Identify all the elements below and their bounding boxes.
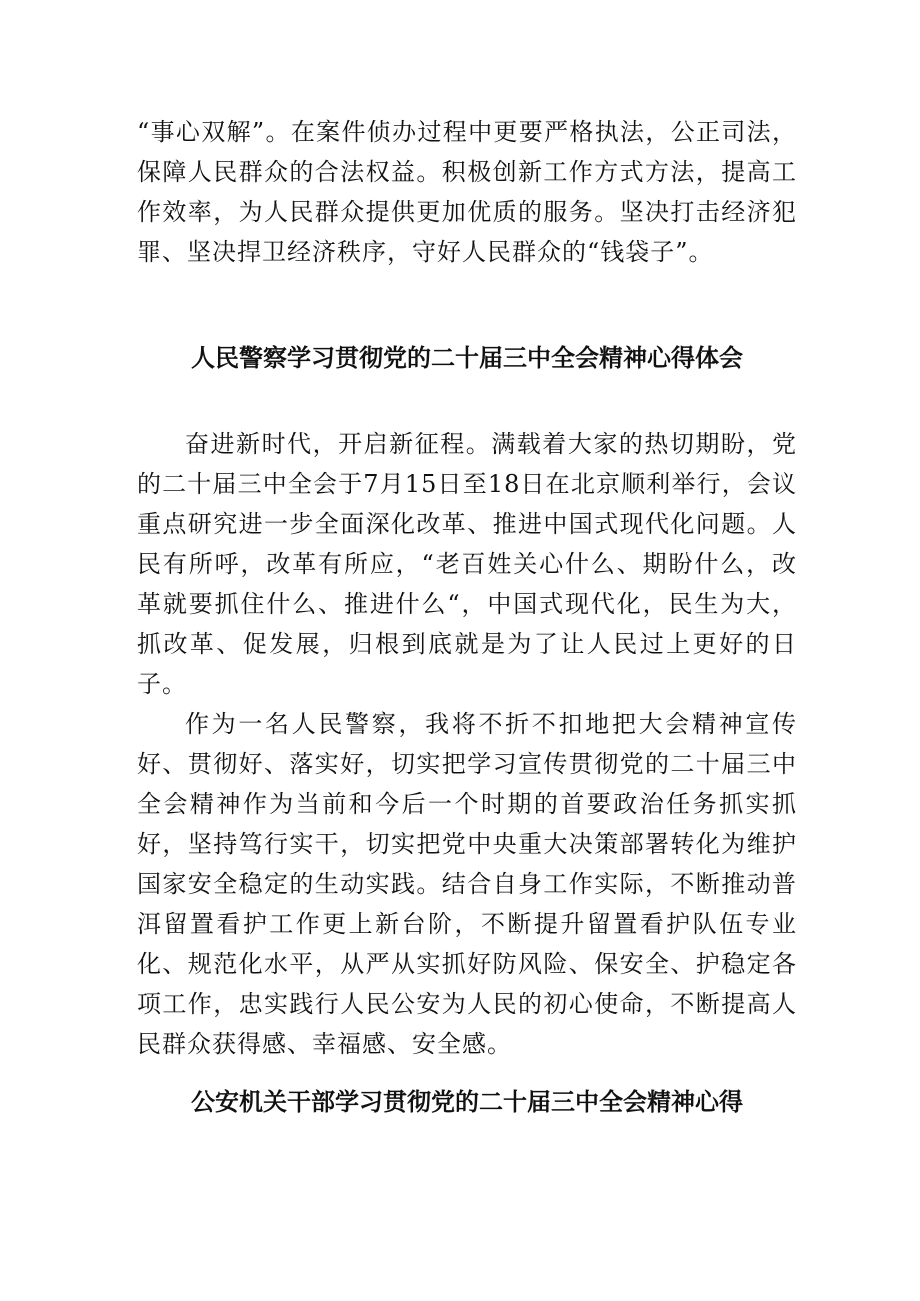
- body-paragraph-1: 奋进新时代，开启新征程。满载着大家的热切期盼，党的二十届三中全会于7月15日至18日在北京顺利举行，会议重点研究进一步全面深化改革、推进中国式现代化问题。人民有所呼，改革有所应，“老百姓关心什么、期盼什么，改革就要抓住什么、推进什么“，中国式现代化，民生为大，抓改革、促发展，归根到底就是为了让人民过上更好的日子。: [137, 430, 797, 698]
- section-title-people-police: 人民警察学习贯彻党的二十届三中全会精神心得体会: [191, 344, 743, 372]
- continuation-paragraph: “事心双解”。在案件侦办过程中更要严格执法，公正司法，保障人民群众的合法权益。积极创新工作方式方法，提高工作效率，为人民群众提供更加优质的服务。坚决打击经济犯罪、坚决捍卫经济秩序，守好人民群众的“钱袋子”。: [137, 118, 797, 266]
- section-title-public-security-cadres: 公安机关干部学习贯彻党的二十届三中全会精神心得: [191, 1088, 743, 1116]
- body-paragraph-2: 作为一名人民警察，我将不折不扣地把大会精神宣传好、贯彻好、落实好，切实把学习宣传贯彻党的二十届三中全会精神作为当前和今后一个时期的首要政治任务抓实抓好，坚持笃行实干，切实把党中央重大决策部署转化为维护国家安全稳定的生动实践。结合自身工作实际，不断推动普洱留置看护工作更上新台阶，不断提升留置看护队伍专业化、规范化水平，从严从实抓好防风险、保安全、护稳定各项工作，忠实践行人民公安为人民的初心使命，不断提高人民群众获得感、幸福感、安全感。: [137, 710, 797, 1058]
